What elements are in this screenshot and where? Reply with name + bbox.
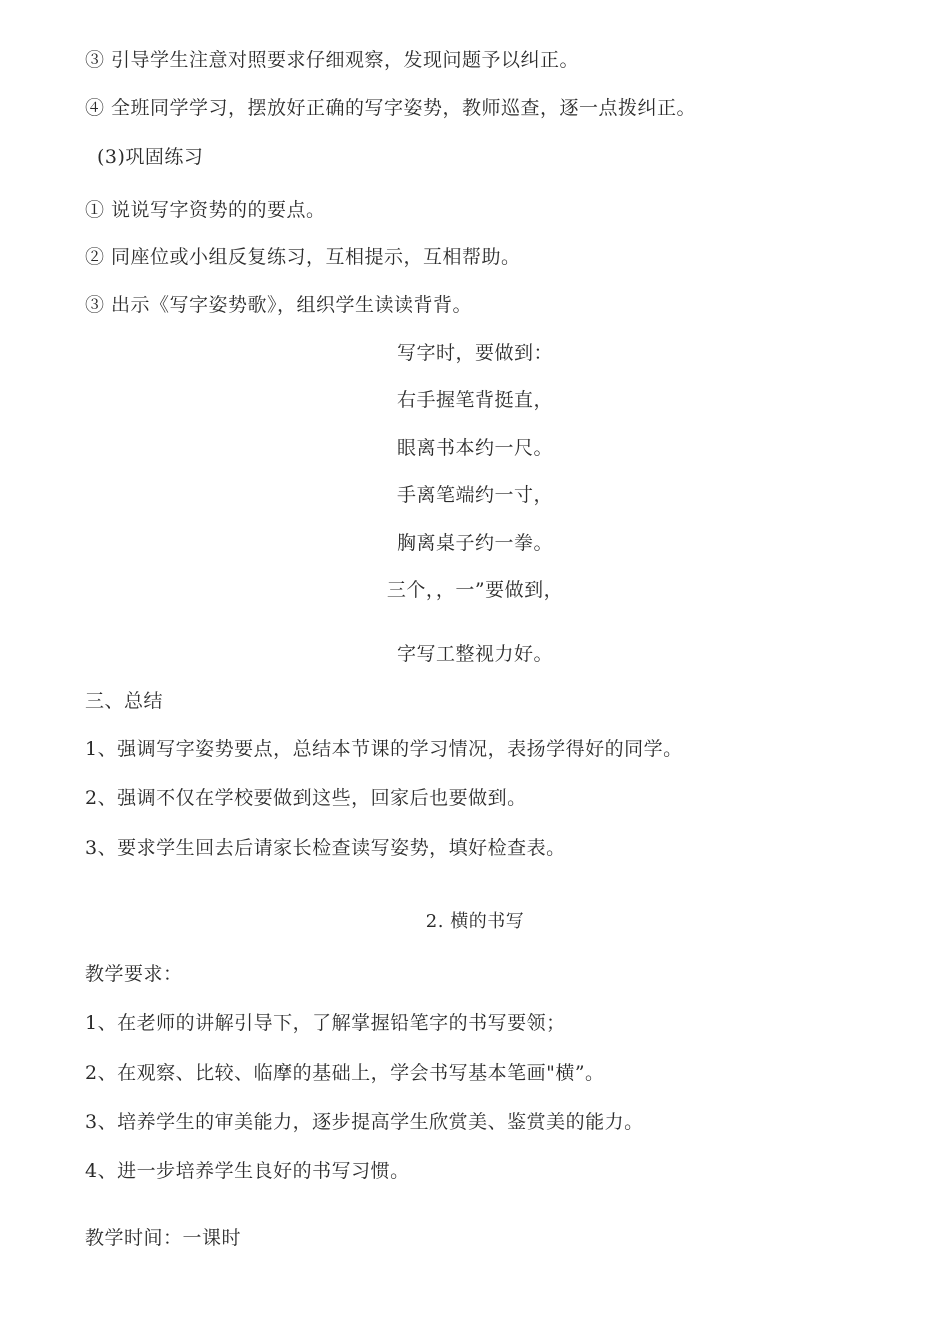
step-class-practice: ④ 全班同学学习，摆放好正确的写字姿势，教师巡查，逐一点拨纠正。 — [85, 97, 697, 119]
requirement-item: 1、在老师的讲解引导下，了解掌握铅笔字的书写要领； — [85, 1012, 566, 1034]
requirement-item: 4、进一步培养学生良好的书写习惯。 — [85, 1160, 410, 1182]
requirement-item: 2、在观察、比较、临摩的基础上，学会书写基本笔画"横”。 — [85, 1062, 605, 1084]
step-group-practice: ② 同座位或小组反复练习，互相提示，互相帮助。 — [85, 246, 521, 268]
poem-line: 三个，，一”要做到， — [386, 579, 564, 601]
summary-heading: 三、总结 — [85, 690, 164, 712]
practice-heading: (3)巩固练习 — [97, 146, 204, 168]
summary-item: 2、强调不仅在学校要做到这些，回家后也要做到。 — [85, 787, 527, 809]
poem-line: 眼离书本约一尺。 — [396, 437, 553, 459]
lesson-title: 2. 横的书写 — [425, 911, 525, 932]
summary-item: 3、要求学生回去后请家长检查读写姿势，填好检查表。 — [85, 837, 566, 859]
requirements-heading: 教学要求： — [85, 963, 183, 985]
poem-line: 手离笔端约一寸， — [396, 484, 553, 506]
poem-line: 写字时，要做到： — [396, 342, 553, 364]
step-guide-observe: ③ 引导学生注意对照要求仔细观察，发现问题予以纠正。 — [85, 49, 580, 71]
poem-line: 右手握笔背挺直， — [396, 389, 553, 411]
step-say-points: ① 说说写字资势的的要点。 — [85, 199, 326, 221]
step-show-song: ③ 出示《写字姿势歌》，组织学生读读背背。 — [85, 294, 473, 316]
poem-line: 字写工整视力好。 — [396, 643, 553, 665]
requirement-item: 3、培养学生的审美能力，逐步提高学生欣赏美、鉴赏美的能力。 — [85, 1111, 644, 1133]
teaching-time: 教学时间：一课时 — [85, 1227, 242, 1249]
summary-item: 1、强调写字姿势要点，总结本节课的学习情况，表扬学得好的同学。 — [85, 738, 683, 760]
poem-line: 胸离桌子约一拳。 — [396, 532, 553, 554]
